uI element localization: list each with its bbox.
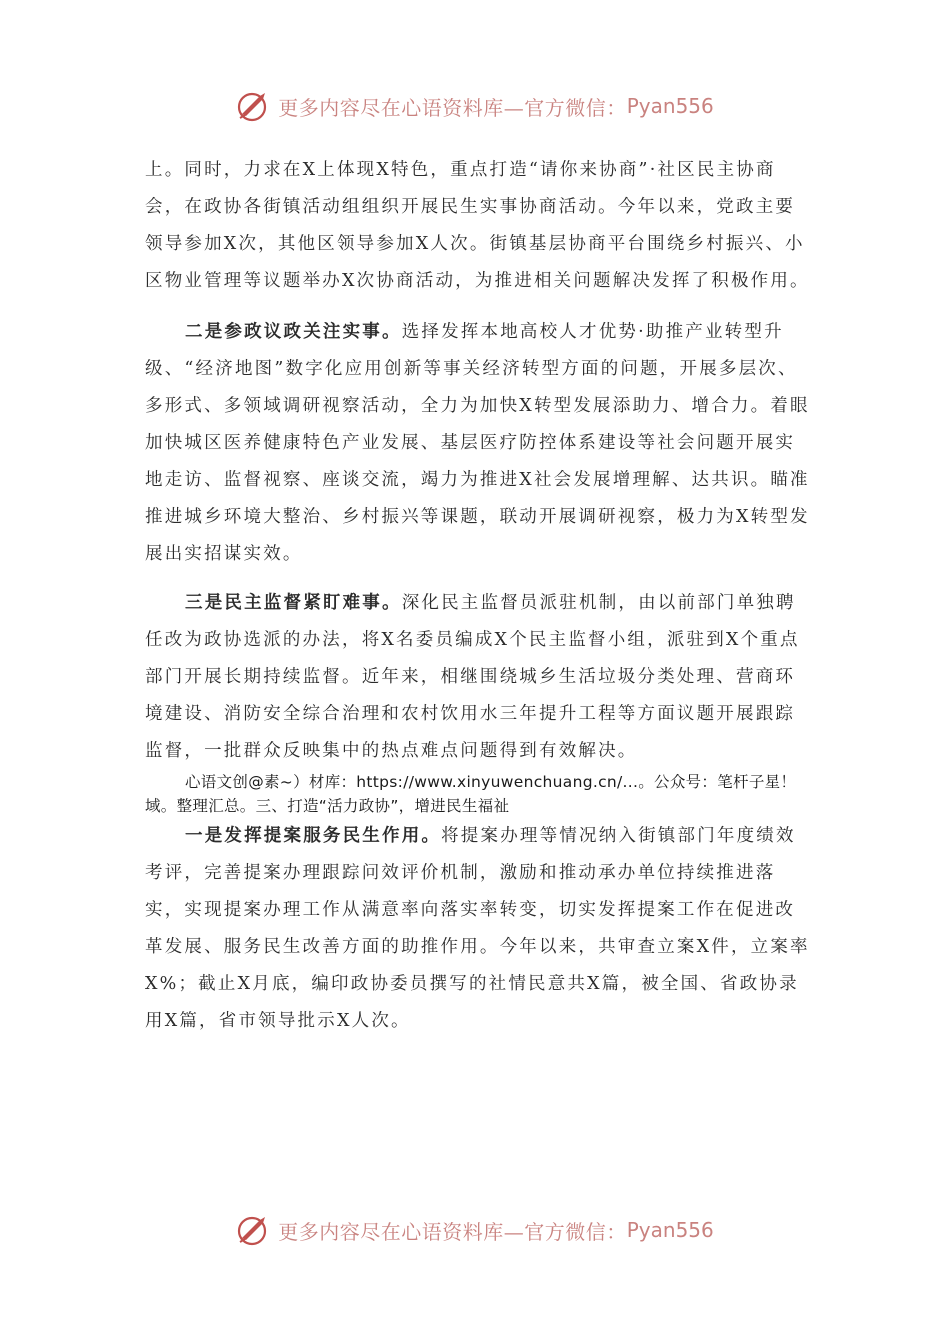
paragraph-4-text: 将提案办理等情况纳入街镇部门年度绩效考评，完善提案办理跟踪问效评价机制，激励和推动承办单位持续推进落实，实现提案办理工作从满意率向落实率转变，切实发挥提案工作在促进改革发展、服务民生改善方面的助推作用。今年以来，共审查立案X件，立案率X%；截止X月底，编印政协委员撰写的社情民意共X篇，被全国、省政协录用X篇，省市领导批示X人次。 [145, 826, 810, 1031]
paragraph-4 [145, 818, 810, 1040]
source-note [145, 770, 810, 818]
paragraph-3-lead: 三是民主监督紧盯难事。 [185, 593, 402, 613]
paragraph-4-lead: 一是发挥提案服务民生作用。 [185, 826, 442, 846]
paragraph-3-text: 深化民主监督员派驻机制，由以前部门单独聘任改为政协选派的办法，将X名委员编成X个民主监督小组，派驻到X个重点部门开展长期持续监督。近年来，相继围绕城乡生活垃圾分类处理、营商环境建设、消防安全综合治理和农村饮用水三年提升工程等方面议题开展跟踪监督，一批群众反映集中的热点难点问题得到有效解决。 [145, 593, 800, 761]
header-banner [0, 86, 950, 126]
paragraph-3 [145, 585, 810, 770]
header-banner-text: 更多内容尽在心语资料库—官方微信： [278, 95, 627, 120]
header-banner-id: Pyan556 [626, 94, 714, 118]
paragraph-2 [145, 314, 810, 573]
paragraph-2-lead: 二是参政议政关注实事。 [185, 322, 402, 342]
footer-banner-text: 更多内容尽在心语资料库—官方微信： [278, 1219, 627, 1244]
pen-logo-icon [236, 1212, 272, 1248]
source-note-text: 心语文创@素~）材库：https://www.xinyuwenchuang.cn/...。公众号：笔杆子星！域。整理汇总。三、打造“活力政协”，增进民生福祉 [145, 773, 797, 815]
document-body [145, 152, 810, 1040]
paragraph-2-text: 选择发挥本地高校人才优势·助推产业转型升级、“经济地图”数字化应用创新等事关经济转型方面的问题，开展多层次、多形式、多领域调研视察活动，全力为加快X转型发展添助力、增合力。着眼加快城区医养健康特色产业发展、基层医疗防控体系建设等社会问题开展实地走访、监督视察、座谈交流，竭力为推进X社会发展增理解、达共识。瞄准推进城乡环境大整治、乡村振兴等课题，联动开展调研视察，极力为X转型发展出实招谋实效。 [145, 322, 810, 564]
footer-banner [0, 1210, 950, 1250]
pen-logo-icon [236, 88, 272, 124]
footer-banner-id: Pyan556 [626, 1218, 714, 1242]
paragraph-1: 上。同时，力求在X上体现X特色，重点打造“请你来协商”·社区民主协商会，在政协各街镇活动组组织开展民生实事协商活动。今年以来，党政主要领导参加X次，其他区领导参加X人次。街镇基层协商平台围绕乡村振兴、小区物业管理等议题举办X次协商活动，为推进相关问题解决发挥了积极作用。 [145, 160, 810, 291]
